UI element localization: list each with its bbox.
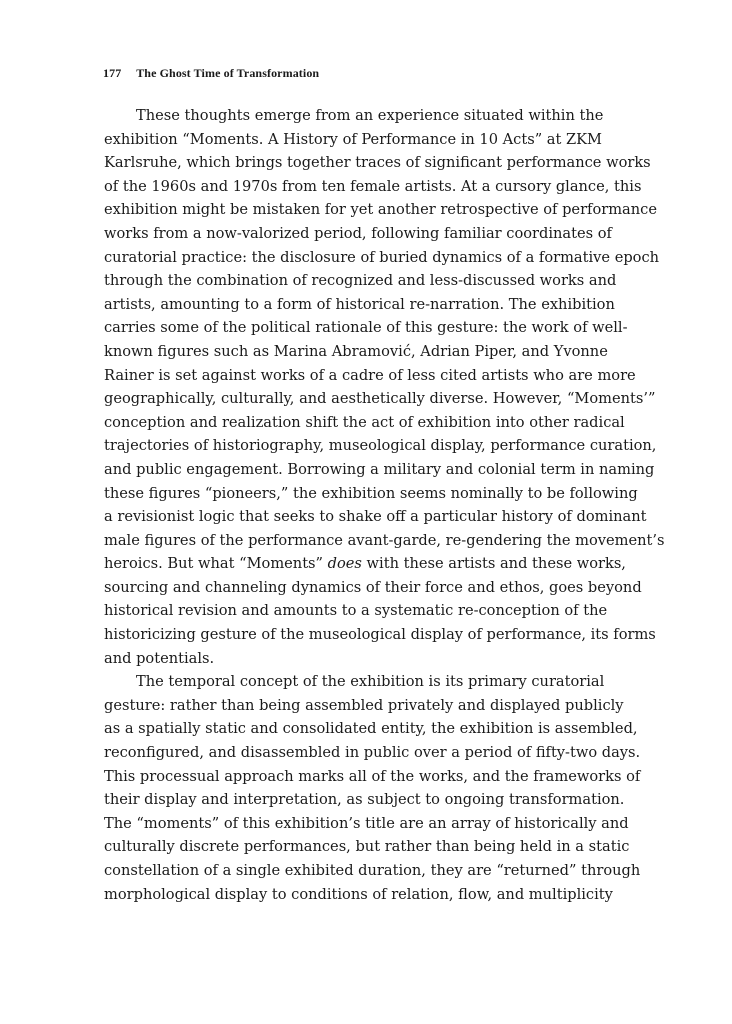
text-line: exhibition might be mistaken for yet another retrospective of performance	[104, 201, 657, 219]
text-line: sourcing and channeling dynamics of their force and ethos, goes beyond	[104, 578, 642, 596]
text-line: exhibition “Moments. A History of Performance in 10 Acts” at ZKM	[104, 130, 602, 148]
text-line: geographically, culturally, and aesthetically diverse. However, “Moments’”	[104, 390, 656, 408]
text-line: male figures of the performance avant-garde, re-gendering the movement’s	[104, 531, 665, 549]
text-line: and potentials.	[104, 649, 215, 667]
text-line: The “moments” of this exhibition’s title are an array of historically and	[104, 814, 629, 832]
text-line: curatorial practice: the disclosure of buried dynamics of a formative epoch	[104, 248, 660, 266]
text-line: conception and realization shift the act of exhibition into other radical	[104, 413, 625, 431]
text-line: culturally discrete performances, but rather than being held in a static	[104, 838, 630, 856]
text-line: a revisionist logic that seeks to shake off a particular history of dominant	[104, 508, 647, 526]
text-line: historicizing gesture of the museological display of performance, its forms	[104, 626, 656, 644]
text-run: with these artists and these works,	[361, 555, 626, 573]
text-line: their display and interpretation, as subject to ongoing transformation.	[104, 791, 625, 809]
running-title: The Ghost Time of Transformation	[136, 66, 320, 80]
text-line: these figures “pioneers,” the exhibition seems nominally to be following	[104, 484, 638, 502]
text-line: Karlsruhe, which brings together traces of significant performance works	[104, 154, 651, 172]
text-line: This processual approach marks all of the works, and the frameworks of	[104, 767, 641, 785]
text-line: trajectories of historiography, museological display, performance curation,	[104, 437, 657, 455]
text-line: artists, amounting to a form of historical re-narration. The exhibition	[104, 295, 615, 313]
text-line: through the combination of recognized and less-discussed works and	[104, 272, 617, 290]
text-line: works from a now-valorized period, following familiar coordinates of	[104, 224, 612, 242]
text-line: gesture: rather than being assembled privately and displayed publicly	[104, 696, 624, 714]
text-line: of the 1960s and 1970s from ten female artists. At a cursory glance, this	[104, 177, 642, 195]
text-line-with-italic	[104, 552, 664, 576]
text-line: and public engagement. Borrowing a military and colonial term in naming	[104, 460, 655, 478]
text-line: These thoughts emerge from an experience situated within the	[136, 107, 604, 124]
text-line: morphological display to conditions of relation, flow, and multiplicity	[104, 885, 613, 903]
body-text	[104, 104, 664, 906]
text-line: known figures such as Marina Abramović, Adrian Piper, and Yvonne	[104, 342, 608, 360]
text-line: Rainer is set against works of a cadre of less cited artists who are more	[104, 366, 636, 384]
italic-emphasis: does	[327, 555, 362, 573]
text-line: historical revision and amounts to a systematic re-conception of the	[104, 602, 608, 620]
running-head	[103, 66, 319, 81]
text-line: The temporal concept of the exhibition is its primary curatorial	[136, 673, 605, 691]
text-line: constellation of a single exhibited duration, they are “returned” through	[104, 862, 641, 879]
text-line: as a spatially static and consolidated entity, the exhibition is assembled,	[104, 720, 638, 738]
text-line: carries some of the political rationale of this gesture: the work of well-	[104, 319, 628, 337]
text-run: heroics. But what “Moments”	[104, 555, 328, 573]
text-line: reconfigured, and disassembled in public over a period of fifty-two days.	[104, 744, 641, 762]
page-number: 177	[103, 66, 122, 80]
